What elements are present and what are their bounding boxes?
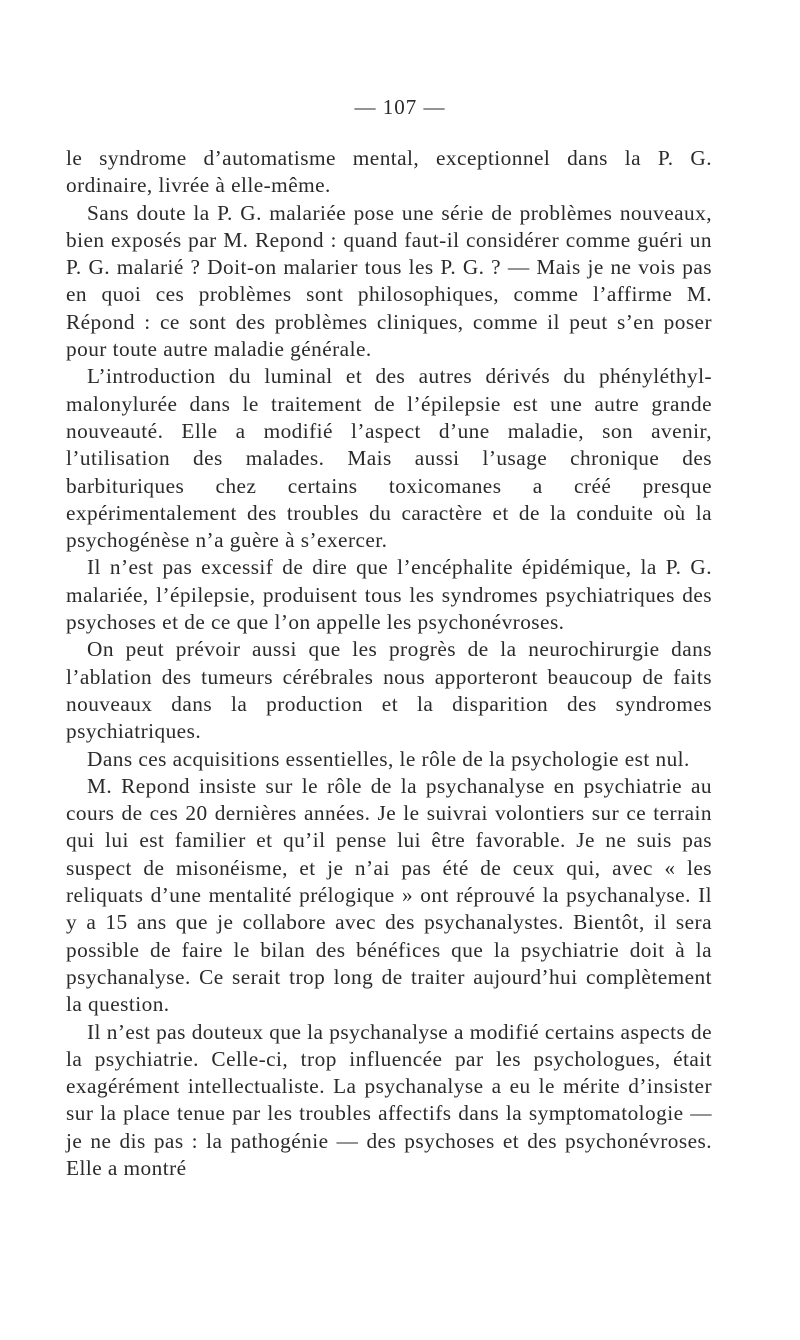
body-text	[66, 145, 712, 1182]
paragraph-8: Il n’est pas douteux que la psychanalyse a modifié certains aspects de la psychiatrie. Celle-ci, trop influencée par les psychologues, était exagérément intellectualiste. La psychanalyse a eu le mérite d’insister sur la place tenue par les troubles affectifs dans la symptomatologie — je ne dis pas : la pathogénie — des psychoses et des psychonévroses. Elle a montré	[66, 1019, 712, 1180]
paragraph-7: M. Repond insiste sur le rôle de la psychanalyse en psychiatrie au cours de ces 20 dernières années. Je le suivrai volontiers sur ce terrain qui lui est familier et qu’il pense lui être favorable. Je ne suis pas suspect de misonéisme, et je n’ai pas été de ceux qui, avec « les reliquats d’une mentalité prélogique » ont réprouvé la psychanalyse. Il y a 15 ans que je collabore avec des psychanalystes. Bientôt, il sera possible de faire le bilan des bénéfices que la psychiatrie doit à la psychanalyse. Ce serait trop long de traiter aujourd’hui complètement la question.	[66, 773, 712, 1017]
paragraph-2: Sans doute la P. G. malariée pose une série de problèmes nouveaux, bien exposés par M. Repond : quand faut-il considérer comme guéri un P. G. malarié ? Doit-on malarier tous les P. G. ? — Mais je ne vois pas en quoi ces problèmes sont philosophiques, comme l’affirme M. Répond : ce sont des problèmes cliniques, comme il peut s’en poser pour toute autre maladie générale.	[66, 200, 712, 362]
paragraph-1: le syndrome d’automatisme mental, exceptionnel dans la P. G. ordinaire, livrée à elle-même.	[66, 146, 712, 198]
paragraph-4: Il n’est pas excessif de dire que l’encéphalite épidémique, la P. G. malariée, l’épilepsie, produisent tous les syndromes psychiatriques des psychoses et de ce que l’on appelle les psychonévroses.	[66, 555, 712, 635]
paragraph-3: L’introduction du luminal et des autres dérivés du phényléthyl-malonylurée dans le traitement de l’épilepsie est une autre grande nouveauté. Elle a modifié l’aspect d’une maladie, son avenir, l’utilisation des malades. Mais aussi l’usage chronique des barbituriques chez certains toxicomanes a créé presque expérimentalement des troubles du caractère et de la conduite où la psychogénèse n’a guère à s’exercer.	[66, 364, 712, 553]
paragraph-5: On peut prévoir aussi que les progrès de la neurochirurgie dans l’ablation des tumeurs cérébrales nous apporteront beaucoup de faits nouveaux dans la production et la disparition des syndromes psychiatriques.	[66, 637, 712, 744]
paragraph-6: Dans ces acquisitions essentielles, le rôle de la psychologie est nul.	[87, 746, 690, 771]
page-number: — 107 —	[354, 95, 446, 119]
